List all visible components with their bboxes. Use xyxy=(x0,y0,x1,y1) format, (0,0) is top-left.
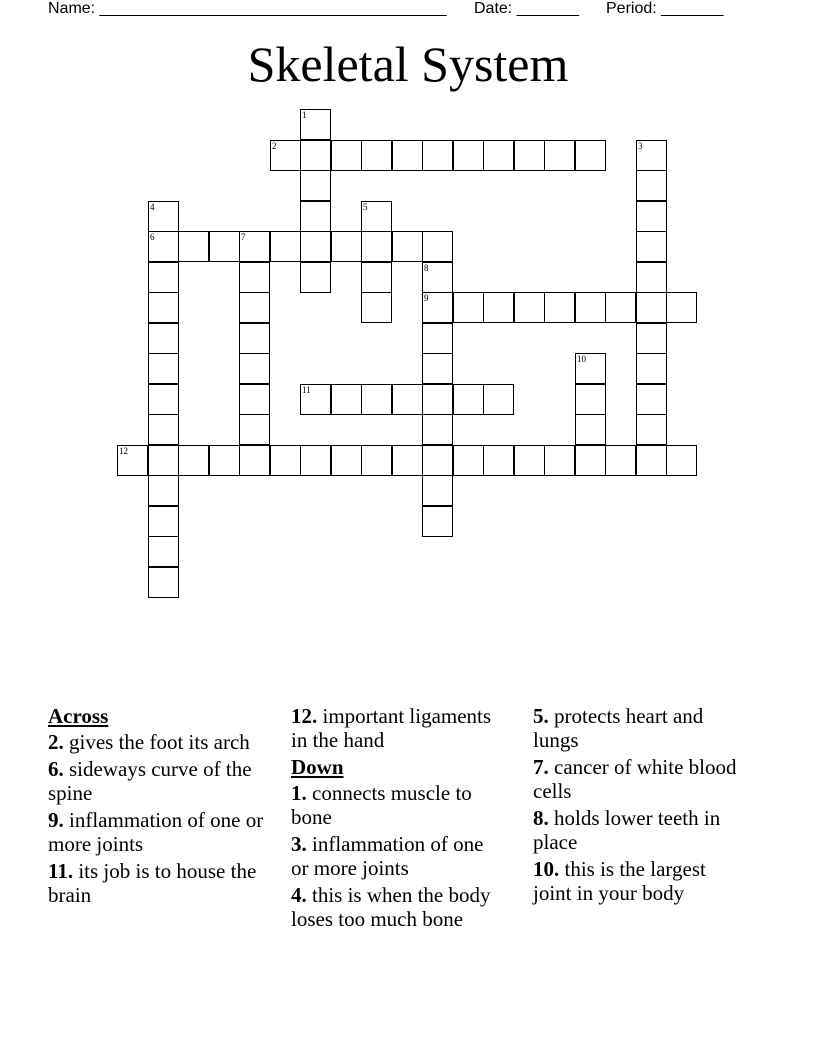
down-heading: Down xyxy=(291,755,344,779)
crossword-cell[interactable] xyxy=(605,292,636,323)
clue-text: its job is to house the brain xyxy=(48,859,257,907)
clue-number: 6. xyxy=(48,757,64,781)
clue-number-label: 10 xyxy=(577,354,586,364)
crossword-cell[interactable] xyxy=(636,231,667,262)
crossword-cell[interactable] xyxy=(300,231,331,262)
crossword-cell[interactable] xyxy=(300,262,331,293)
crossword-cell[interactable] xyxy=(361,292,392,323)
crossword-cell[interactable] xyxy=(300,384,331,415)
date-field[interactable]: Date: _______ xyxy=(474,0,579,17)
clue-down-7 xyxy=(533,755,748,803)
clue-down-5 xyxy=(533,704,748,752)
clue-number-label: 7 xyxy=(241,232,246,242)
clue-number: 2. xyxy=(48,730,64,754)
clue-down-10 xyxy=(533,857,748,905)
crossword-cell[interactable] xyxy=(392,445,423,476)
crossword-cell[interactable] xyxy=(453,292,484,323)
crossword-cell[interactable] xyxy=(209,445,240,476)
crossword-cell[interactable] xyxy=(300,140,331,171)
crossword-cell[interactable] xyxy=(239,414,270,445)
crossword-cell[interactable] xyxy=(117,445,148,476)
clue-across-12 xyxy=(291,704,506,752)
clues-column-2 xyxy=(291,704,506,934)
crossword-cell[interactable] xyxy=(575,353,606,384)
crossword-cell[interactable] xyxy=(544,445,575,476)
crossword-cell[interactable] xyxy=(422,323,453,354)
clue-across-6 xyxy=(48,757,278,805)
clue-text: this is the largest joint in your body xyxy=(533,857,706,905)
crossword-cell[interactable] xyxy=(361,384,392,415)
crossword-cell[interactable] xyxy=(636,445,667,476)
crossword-cell[interactable] xyxy=(636,353,667,384)
crossword-cell[interactable] xyxy=(331,384,362,415)
clue-text: inflammation of one or more joints xyxy=(291,832,484,880)
clue-number-label: 11 xyxy=(302,385,311,395)
crossword-cell[interactable] xyxy=(361,262,392,293)
crossword-cell[interactable] xyxy=(575,384,606,415)
crossword-cell[interactable] xyxy=(361,140,392,171)
clue-number: 9. xyxy=(48,808,64,832)
clue-text: cancer of white blood cells xyxy=(533,755,737,803)
crossword-cell[interactable] xyxy=(148,353,179,384)
clue-number-label: 1 xyxy=(302,110,307,120)
crossword-cell[interactable] xyxy=(483,445,514,476)
clue-number-label: 6 xyxy=(150,232,155,242)
page-title: Skeletal System xyxy=(247,36,569,92)
crossword-cell[interactable] xyxy=(575,140,606,171)
crossword-cell[interactable] xyxy=(148,262,179,293)
clue-text: inflammation of one or more joints xyxy=(48,808,264,856)
clue-number: 10. xyxy=(533,857,560,881)
crossword-cell[interactable] xyxy=(422,140,453,171)
clue-down-3 xyxy=(291,832,506,880)
crossword-cell[interactable] xyxy=(239,445,270,476)
crossword-cell[interactable] xyxy=(422,445,453,476)
crossword-cell[interactable] xyxy=(148,567,179,598)
crossword-cell[interactable] xyxy=(422,292,453,323)
crossword-cell[interactable] xyxy=(636,323,667,354)
crossword-cell[interactable] xyxy=(575,414,606,445)
crossword-cell[interactable] xyxy=(636,170,667,201)
crossword-cell[interactable] xyxy=(239,262,270,293)
clue-number-label: 2 xyxy=(272,141,277,151)
crossword-cell[interactable] xyxy=(422,506,453,537)
crossword-cell[interactable] xyxy=(422,414,453,445)
clue-text: important ligaments in the hand xyxy=(291,704,492,752)
clues-column-1 xyxy=(48,704,278,910)
clues-column-3 xyxy=(533,704,748,908)
crossword-cell[interactable] xyxy=(636,140,667,171)
clue-number-label: 9 xyxy=(424,293,429,303)
crossword-cell[interactable] xyxy=(514,140,545,171)
period-field[interactable]: Period: _______ xyxy=(606,0,724,17)
clue-number: 5. xyxy=(533,704,549,728)
crossword-cell[interactable] xyxy=(666,292,697,323)
crossword-cell[interactable] xyxy=(422,475,453,506)
crossword-cell[interactable] xyxy=(178,231,209,262)
crossword-cell[interactable] xyxy=(392,384,423,415)
clue-across-2 xyxy=(48,730,278,754)
crossword-cell[interactable] xyxy=(422,231,453,262)
crossword-cell[interactable] xyxy=(514,445,545,476)
crossword-cell[interactable] xyxy=(148,231,179,262)
clue-number: 3. xyxy=(291,832,307,856)
clue-number: 11. xyxy=(48,859,74,883)
clue-number-label: 3 xyxy=(638,141,643,151)
clue-text: this is when the body loses too much bone xyxy=(291,883,491,931)
crossword-cell[interactable] xyxy=(148,292,179,323)
clue-text: protects heart and lungs xyxy=(533,704,704,752)
crossword-cell[interactable] xyxy=(239,353,270,384)
crossword-cell[interactable] xyxy=(239,384,270,415)
crossword-cell[interactable] xyxy=(361,445,392,476)
crossword-cell[interactable] xyxy=(422,262,453,293)
clue-across-9 xyxy=(48,808,278,856)
clue-number: 7. xyxy=(533,755,549,779)
crossword-cell[interactable] xyxy=(361,231,392,262)
crossword-cell[interactable] xyxy=(148,323,179,354)
crossword-cell[interactable] xyxy=(331,140,362,171)
crossword-cell[interactable] xyxy=(636,262,667,293)
clue-number: 4. xyxy=(291,883,307,907)
crossword-cell[interactable] xyxy=(148,201,179,232)
crossword-cell[interactable] xyxy=(544,140,575,171)
crossword-cell[interactable] xyxy=(361,201,392,232)
crossword-cell[interactable] xyxy=(636,201,667,232)
name-field[interactable]: Name: _______________________________________ xyxy=(48,0,447,17)
crossword-cell[interactable] xyxy=(178,445,209,476)
crossword-cell[interactable] xyxy=(483,140,514,171)
across-heading: Across xyxy=(48,704,109,728)
clue-number-label: 4 xyxy=(150,202,155,212)
clue-number: 1. xyxy=(291,781,307,805)
crossword-cell[interactable] xyxy=(270,140,301,171)
clue-number: 12. xyxy=(291,704,318,728)
crossword-cell[interactable] xyxy=(239,231,270,262)
crossword-cell[interactable] xyxy=(636,292,667,323)
crossword-cell[interactable] xyxy=(453,384,484,415)
crossword-cell[interactable] xyxy=(209,231,240,262)
clue-down-1 xyxy=(291,781,506,829)
crossword-cell[interactable] xyxy=(270,231,301,262)
clue-down-4 xyxy=(291,883,506,931)
crossword-cell[interactable] xyxy=(148,414,179,445)
crossword-cell[interactable] xyxy=(422,384,453,415)
crossword-cell[interactable] xyxy=(392,140,423,171)
crossword-cell[interactable] xyxy=(331,231,362,262)
crossword-cell[interactable] xyxy=(148,506,179,537)
crossword-cell[interactable] xyxy=(148,445,179,476)
crossword-cell[interactable] xyxy=(575,292,606,323)
crossword-cell[interactable] xyxy=(148,536,179,567)
crossword-cell[interactable] xyxy=(605,445,636,476)
crossword-cell[interactable] xyxy=(270,445,301,476)
crossword-cell[interactable] xyxy=(300,109,331,140)
crossword-cell[interactable] xyxy=(666,445,697,476)
crossword-cell[interactable] xyxy=(300,170,331,201)
crossword-cell[interactable] xyxy=(392,231,423,262)
crossword-cell[interactable] xyxy=(453,445,484,476)
crossword-cell[interactable] xyxy=(636,414,667,445)
clue-number-label: 5 xyxy=(363,202,368,212)
clue-text: holds lower teeth in place xyxy=(533,806,721,854)
clue-number: 8. xyxy=(533,806,549,830)
clue-number-label: 12 xyxy=(119,446,128,456)
clue-across-11 xyxy=(48,859,278,907)
crossword-cell[interactable] xyxy=(300,201,331,232)
clue-text: connects muscle to bone xyxy=(291,781,472,829)
crossword-cell[interactable] xyxy=(422,353,453,384)
crossword-cell[interactable] xyxy=(483,384,514,415)
crossword-cell[interactable] xyxy=(300,445,331,476)
clue-down-8 xyxy=(533,806,748,854)
crossword-cell[interactable] xyxy=(483,292,514,323)
crossword-cell[interactable] xyxy=(544,292,575,323)
crossword-cell[interactable] xyxy=(514,292,545,323)
crossword-cell[interactable] xyxy=(148,475,179,506)
crossword-cell[interactable] xyxy=(239,323,270,354)
clue-text: sideways curve of the spine xyxy=(48,757,252,805)
crossword-cell[interactable] xyxy=(239,292,270,323)
crossword-cell[interactable] xyxy=(575,445,606,476)
crossword-cell[interactable] xyxy=(636,384,667,415)
crossword-cell[interactable] xyxy=(331,445,362,476)
clue-text: gives the foot its arch xyxy=(69,730,250,754)
crossword-cell[interactable] xyxy=(148,384,179,415)
crossword-cell[interactable] xyxy=(453,140,484,171)
clue-number-label: 8 xyxy=(424,263,429,273)
